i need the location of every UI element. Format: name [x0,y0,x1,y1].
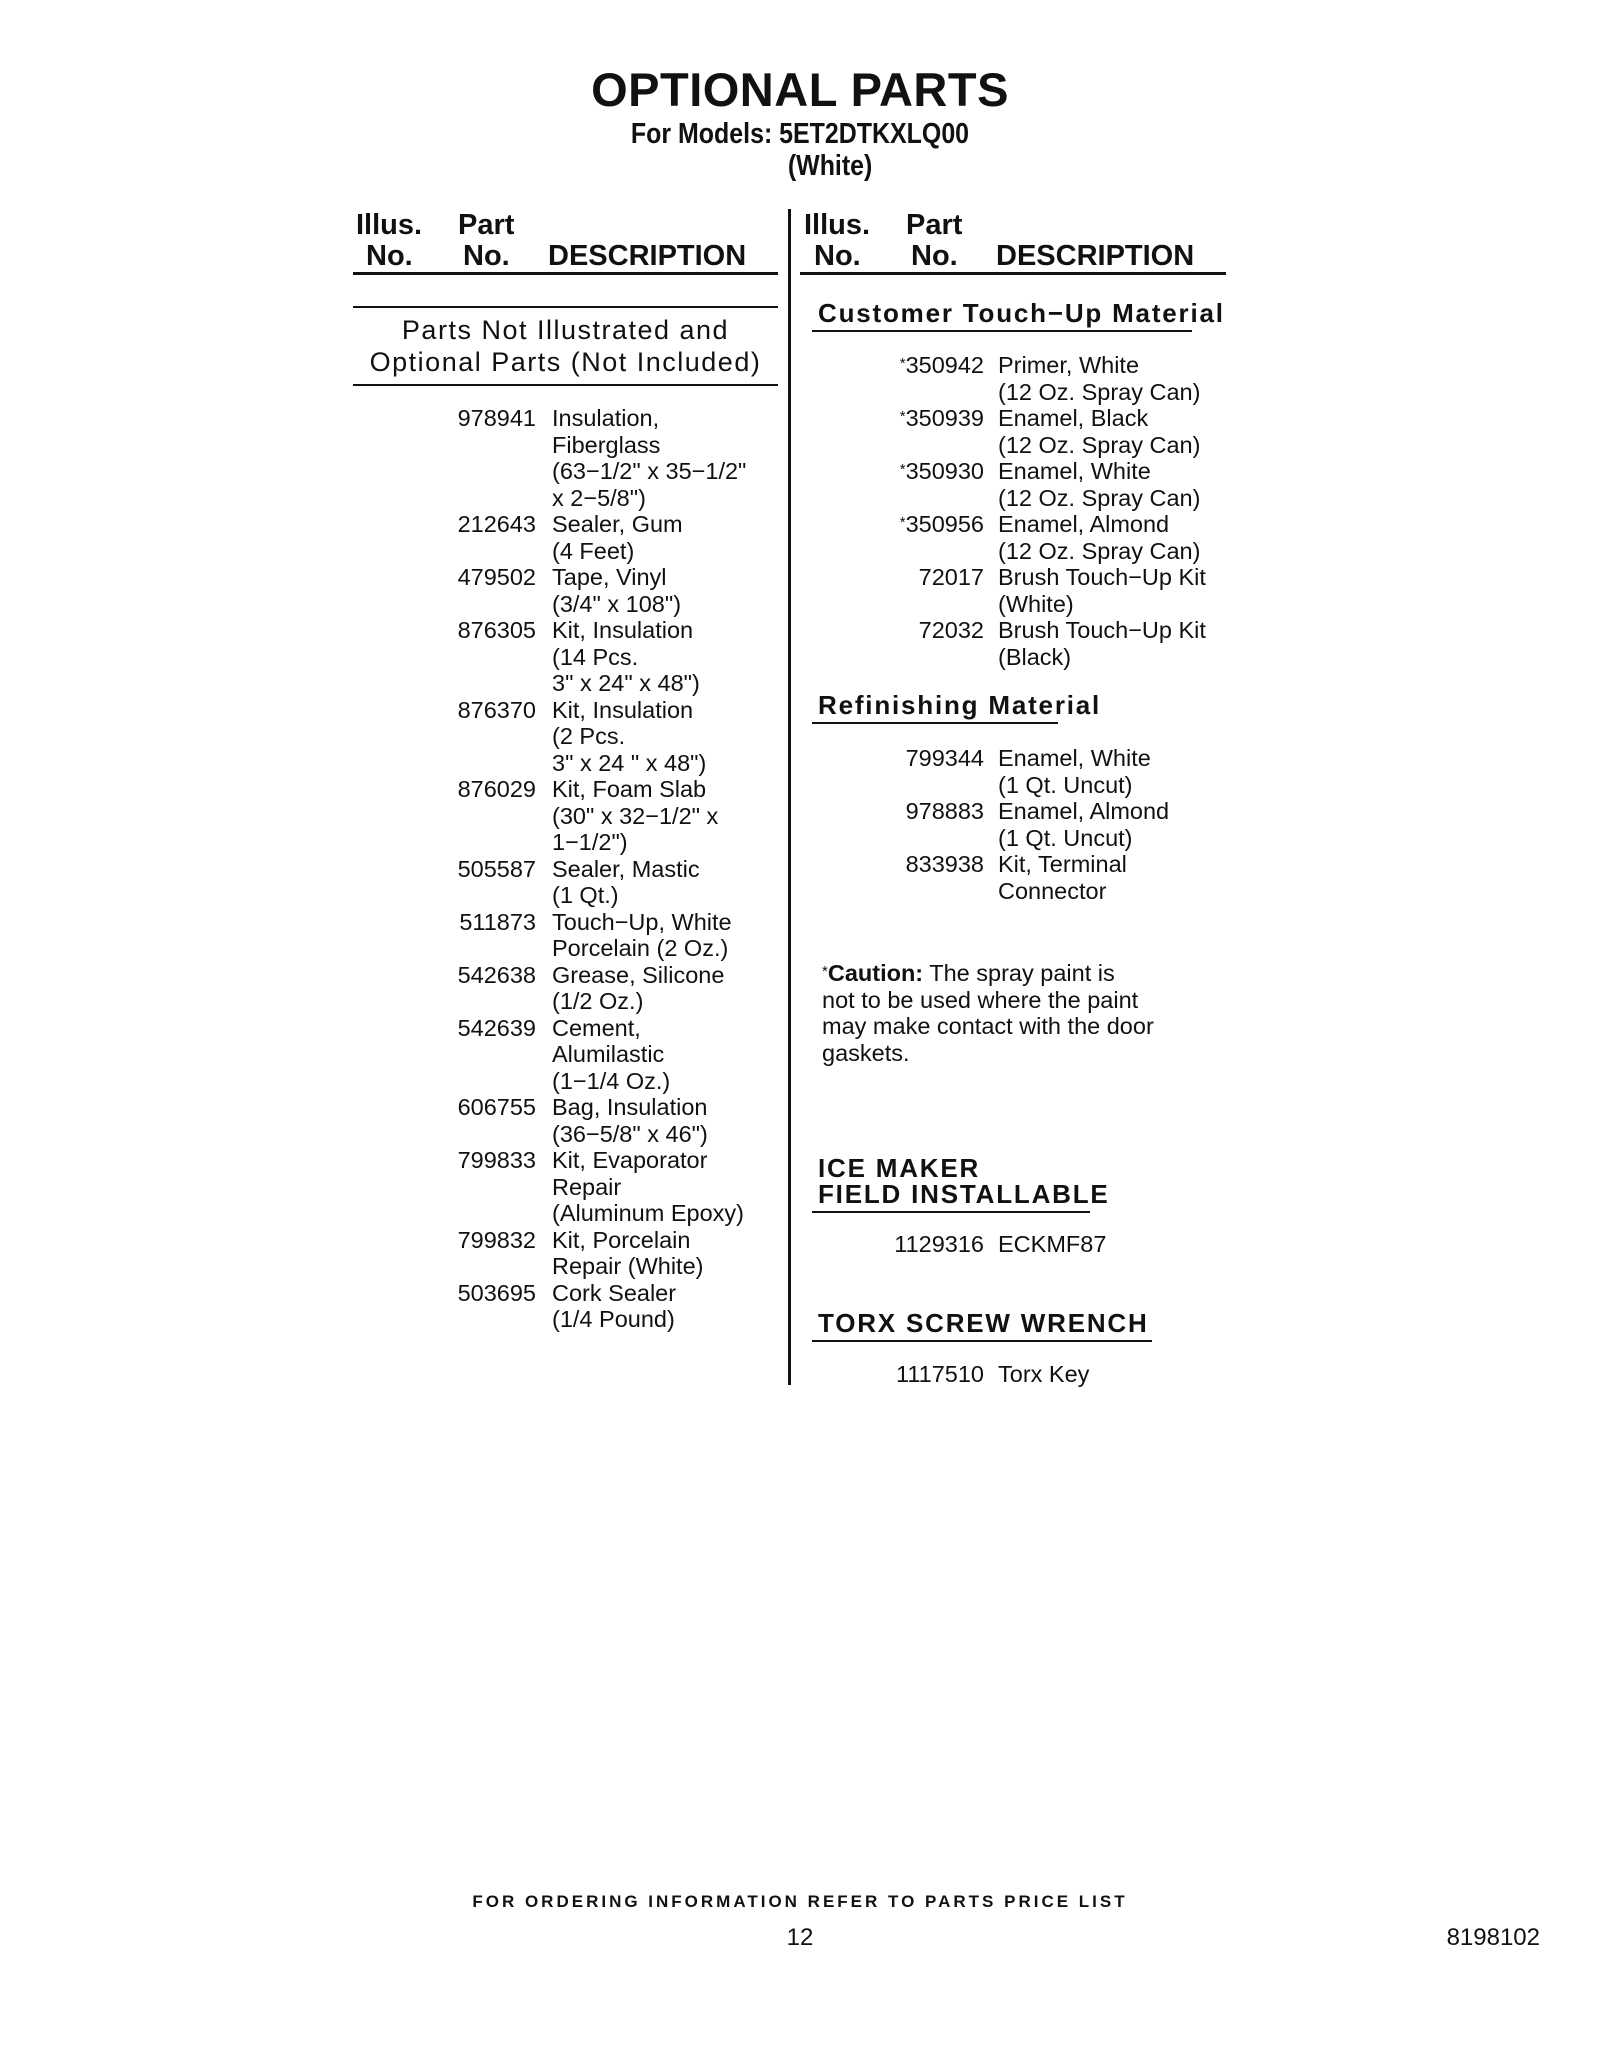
right-part-no-header: No. [911,240,958,272]
part-description: Kit, Insulation (14 Pcs. 3" x 24" x 48") [552,617,700,696]
part-number-text: 350930 [905,458,984,484]
part-number: 1117510 [896,1361,984,1387]
part-description: Torx Key [998,1361,1090,1387]
part-number-text: 833938 [905,851,984,877]
part-number-text: 511873 [459,908,536,935]
part-number [844,851,984,878]
ordering-footer: FOR ORDERING INFORMATION REFER TO PARTS PRICE LIST [472,1892,1128,1911]
part-description: Kit, Foam Slab (30" x 32−1/2" x 1−1/2") [552,776,719,855]
part-description: Brush Touch−Up Kit (White) [998,564,1206,617]
page-title: OPTIONAL PARTS [591,63,1009,116]
part-description: Brush Touch−Up Kit (Black) [998,617,1206,670]
touchup-section-title: Customer Touch−Up Material [818,298,1225,328]
asterisk-marker: * [899,514,906,531]
left-illus-header: Illus. [356,209,423,241]
part-description: Enamel, White (1 Qt. Uncut) [998,745,1151,798]
left-section-title-line2: Optional Parts (Not Included) [369,347,762,377]
part-description: Tape, Vinyl (3/4" x 108") [552,564,682,617]
refinishing-section-rule [812,722,1058,724]
part-description: Sealer, Gum (4 Feet) [552,511,683,564]
part-number-text: 542639 [457,1014,536,1041]
page-number: 12 [786,1924,814,1951]
caution-label: Caution: [827,960,924,986]
left-description-header: DESCRIPTION [548,240,747,272]
left-section-bottom-rule [353,384,778,386]
part-number [396,1015,536,1042]
right-part-header: Part [906,209,963,241]
part-number [844,352,984,379]
part-number [844,405,984,432]
part-number [396,1094,536,1121]
part-description: Primer, White (12 Oz. Spray Can) [998,352,1201,405]
part-number-text: 72017 [918,564,984,590]
part-description: Kit, Porcelain Repair (White) [552,1226,704,1279]
part-description: Touch−Up, White Porcelain (2 Oz.) [552,908,732,961]
right-illus-no-header: No. [814,240,861,272]
left-section-title-line1: Parts Not Illustrated and [401,315,730,345]
left-part-header: Part [458,209,515,241]
model-color: (White) [787,150,873,182]
part-number-text: 799344 [905,745,984,771]
right-header-rule [800,272,1226,275]
part-description: Enamel, Almond (12 Oz. Spray Can) [998,511,1201,564]
part-number-text: 350942 [905,352,984,378]
part-number-text: 72032 [918,617,984,643]
part-number [396,776,536,803]
part-description: Enamel, Almond (1 Qt. Uncut) [998,798,1170,851]
part-number [396,564,536,591]
part-number-text: 542638 [457,961,536,988]
left-header-rule [353,272,778,275]
part-number [844,745,984,772]
part-number-text: 212643 [457,511,536,537]
part-number-text: 978883 [905,798,984,824]
asterisk-marker: * [899,408,906,425]
column-divider [788,209,791,1385]
part-number-text: 876370 [457,696,536,723]
part-number [396,405,536,432]
part-number [844,458,984,485]
part-number [396,697,536,724]
part-number [396,909,536,936]
part-number [844,617,984,644]
part-number-text: 799833 [457,1147,536,1173]
asterisk-marker: * [899,461,906,478]
part-description: Kit, Evaporator Repair (Aluminum Epoxy) [552,1147,744,1226]
icemaker-title-line2: FIELD INSTALLABLE [818,1179,1110,1209]
part-number-text: 350939 [905,405,984,431]
part-number-text: 479502 [457,564,536,590]
right-illus-header: Illus. [804,209,871,241]
part-number [396,511,536,538]
part-number [844,511,984,538]
part-number-text: 876305 [457,617,536,643]
part-number [396,1280,536,1307]
caution-note [822,960,1154,1066]
touchup-section-rule [812,330,1192,332]
caution-asterisk: * [822,963,828,980]
part-description: Kit, Insulation (2 Pcs. 3" x 24 " x 48") [552,696,707,776]
right-description-header: DESCRIPTION [996,240,1195,272]
part-description: Enamel, White (12 Oz. Spray Can) [998,458,1201,511]
part-number [844,798,984,825]
part-number-text: 978941 [457,405,536,431]
part-number-text: 350956 [905,511,984,537]
document-number: 8198102 [1446,1924,1540,1951]
part-number [396,856,536,883]
part-description: Cork Sealer (1/4 Pound) [552,1279,677,1332]
part-number-text: 876029 [457,776,536,802]
left-part-no-header: No. [463,240,510,272]
left-section-top-rule [353,306,778,308]
icemaker-title-line1: ICE MAKER [818,1153,981,1183]
part-number [396,962,536,989]
part-description: Bag, Insulation (36−5/8" x 46") [552,1094,708,1147]
torx-section-rule [812,1340,1152,1342]
part-description: ECKMF87 [998,1231,1107,1257]
part-description: Insulation, Fiberglass (63−1/2" x 35−1/2" x 2−5/8") [552,405,747,511]
part-description: Enamel, Black (12 Oz. Spray Can) [998,405,1201,458]
torx-section-title: TORX SCREW WRENCH [818,1308,1149,1338]
part-description: Sealer, Mastic (1 Qt.) [552,855,700,908]
part-number: 1129316 [894,1231,984,1257]
part-number-text: 606755 [457,1094,536,1120]
part-number [844,564,984,591]
part-number-text: 503695 [457,1279,536,1306]
icemaker-section-rule [812,1211,1090,1213]
part-number [396,617,536,644]
refinishing-section-title: Refinishing Material [818,690,1102,720]
part-description: Grease, Silicone (1/2 Oz.) [552,961,725,1014]
part-description: Kit, Terminal Connector [998,851,1127,904]
part-description: Cement, Alumilastic (1−1/4 Oz.) [552,1014,671,1094]
asterisk-marker: * [899,355,906,372]
caution-text: The spray paint is not to be used where the paint may make contact with the door gaskets. [822,960,1154,1066]
part-number [396,1227,536,1254]
part-number-text: 505587 [457,855,536,882]
part-number [396,1147,536,1174]
part-number-text: 799832 [457,1226,536,1253]
models-line: For Models: 5ET2DTKXLQ00 [630,118,970,150]
left-illus-no-header: No. [366,240,413,272]
